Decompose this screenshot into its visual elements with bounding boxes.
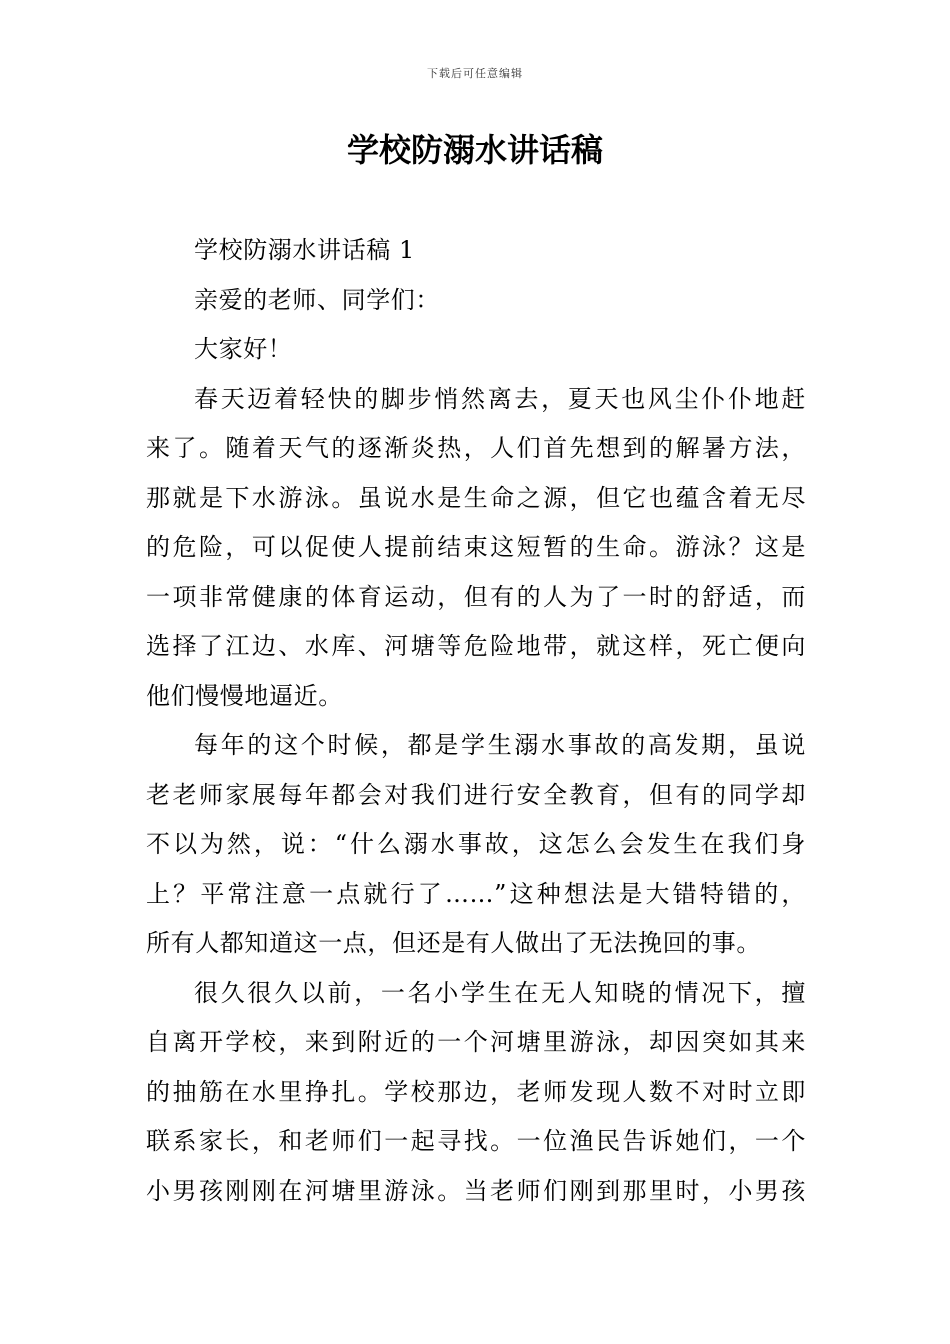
text-line: 上？平常注意一点就行了……”这种想法是大错特错的，	[146, 879, 806, 908]
text-line: 很久很久以前，一名小学生在无人知晓的情况下，擅	[194, 978, 806, 1007]
text-line: 自离开学校，来到附近的一个河塘里游泳，却因突如其来	[146, 1028, 806, 1056]
text-line: 联系家长，和老师们一起寻找。一位渔民告诉她们，一个	[146, 1127, 806, 1155]
document-body	[146, 226, 806, 1216]
text-line: 的抽筋在水里挣扎。学校那边，老师发现人数不对时立即	[146, 1077, 806, 1106]
text-line: 不以为然，说：“什么溺水事故，这怎么会发生在我们身	[146, 830, 806, 858]
text-line: 来了。随着天气的逐渐炎热，人们首先想到的解暑方法，	[146, 434, 806, 462]
header-note: 下载后可任意编辑	[427, 67, 523, 80]
text-line: 所有人都知道这一点，但还是有人做出了无法挽回的事。	[146, 929, 761, 957]
text-line: 春天迈着轻快的脚步悄然离去，夏天也风尘仆仆地赶	[194, 384, 806, 413]
text-line: 他们慢慢地逼近。	[146, 681, 343, 710]
text-line: 学校防溺水讲话稿 1	[194, 236, 415, 264]
text-line: 小男孩刚刚在河塘里游泳。当老师们刚到那里时，小男孩	[146, 1176, 806, 1205]
text-line: 每年的这个时候，都是学生溺水事故的高发期，虽说	[194, 731, 806, 759]
text-line: 亲爱的老师、同学们：	[194, 285, 440, 314]
text-line: 大家好！	[194, 335, 293, 363]
document-title: 学校防溺水讲话稿	[346, 131, 603, 169]
text-line: 老老师家展每年都会对我们进行安全教育，但有的同学却	[146, 780, 806, 809]
text-line: 那就是下水游泳。虽说水是生命之源，但它也蕴含着无尽	[146, 483, 806, 512]
text-line: 选择了江边、水库、河塘等危险地带，就这样，死亡便向	[146, 632, 806, 660]
text-line: 的危险，可以促使人提前结束这短暂的生命。游泳？这是	[146, 533, 806, 561]
text-line: 一项非常健康的体育运动，但有的人为了一时的舒适，而	[146, 582, 806, 611]
